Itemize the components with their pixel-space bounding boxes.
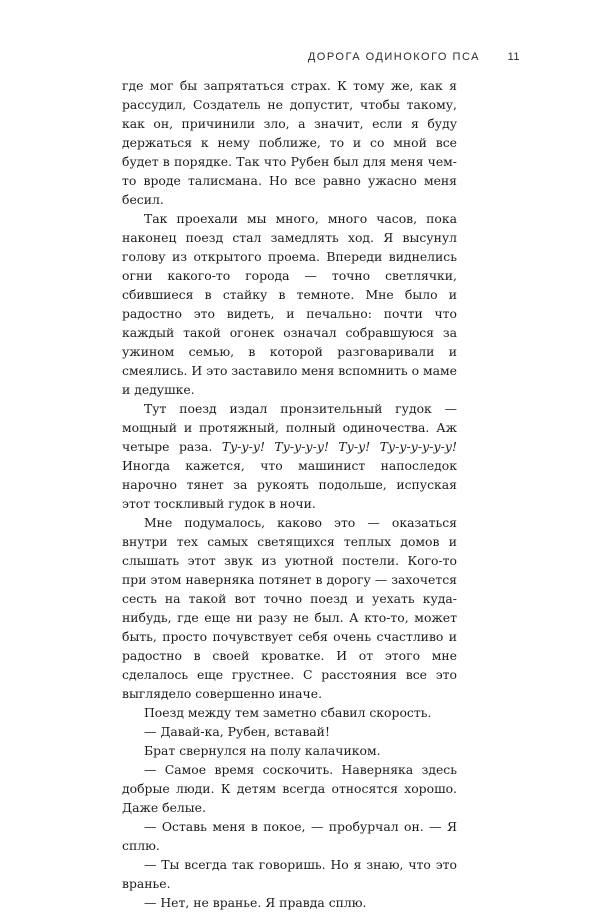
paragraph-text: Поезд между тем заметно сбавил скорость. — [144, 705, 432, 720]
paragraph-text: — Давай-ка, Рубен, вставай! — [144, 724, 330, 739]
paragraph-text: — Нет, не вранье. Я правда сплю. — [144, 895, 367, 910]
paragraph — [122, 399, 457, 513]
paragraph-text: — Ты всегда так говоришь. Но я знаю, что это вранье. — [122, 857, 457, 891]
paragraph-text: Брат свернулся на полу калачиком. — [144, 743, 381, 758]
body-text — [122, 76, 457, 912]
paragraph-text: Иногда кажется, что машинист напоследок нарочно тянет за рукоять подольше, испуская этот тоскливый гудок в ночи. — [122, 458, 457, 511]
paragraph — [122, 817, 457, 855]
paragraph-text: Мне подумалось, каково это — оказаться внутри тех самых светящихся теплых домов и слышать этот звук из уютной постели. Кого-то при этом наверняка потянет в дорогу — захочется сесть на такой вот точно поезд и уехать куда-нибудь, где еще ни разу не был. А кто-то, может быть, просто почувствует себя очень счастливо и радостно в своей кроватке. И от этого мне сделалось еще грустнее. С расстояния все это выглядело совершенно иначе. — [122, 515, 457, 701]
paragraph-text: Так проехали мы много, много часов, пока наконец поезд стал замедлять ход. Я высунул голову из открытого проема. Впереди виднелись огни какого-то города — точно светлячки, сбившиеся в стайку в темноте. Мне было и радостно это видеть, и печально: почти что каждый такой огонек означал собравшуюся за ужином семью, в которой разговаривали и смеялись. И это заставило меня вспомнить о маме и дедушке. — [122, 211, 457, 397]
paragraph — [122, 513, 457, 703]
paragraph — [122, 741, 457, 760]
paragraph — [122, 722, 457, 741]
paragraph — [122, 893, 457, 912]
paragraph — [122, 209, 457, 399]
running-header — [307, 51, 520, 63]
paragraph-text: — Самое время соскочить. Наверняка здесь добрые люди. К детям всегда относятся хорошо. Даже белые. — [122, 762, 457, 815]
paragraph — [122, 703, 457, 722]
book-title: ДОРОГА ОДИНОКОГО ПСА — [307, 51, 480, 63]
paragraph — [122, 760, 457, 817]
page-number: 11 — [507, 51, 520, 63]
paragraph-text: где мог бы запрятаться страх. К тому же, как я рассудил, Создатель не допустит, чтобы такому, как он, причинили зло, а значит, если я буду держаться к нему поближе, то и со мной все будет в порядке. Так что Рубен был для меня чем-то вроде талисмана. Но все равно ужасно меня бесил. — [122, 78, 457, 207]
paragraph — [122, 76, 457, 209]
paragraph — [122, 855, 457, 893]
paragraph-text: Тут поезд издал пронзительный гудок — мощный и протяжный, полный одиночества. Аж четыре раза. — [122, 401, 457, 454]
paragraph-text: — Оставь меня в покое, — пробурчал он. — Я сплю. — [122, 819, 457, 853]
italic-text: Ту-у-у! Ту-у-у-у! Ту-у! Ту-у-у-у-у-у! — [221, 439, 457, 454]
